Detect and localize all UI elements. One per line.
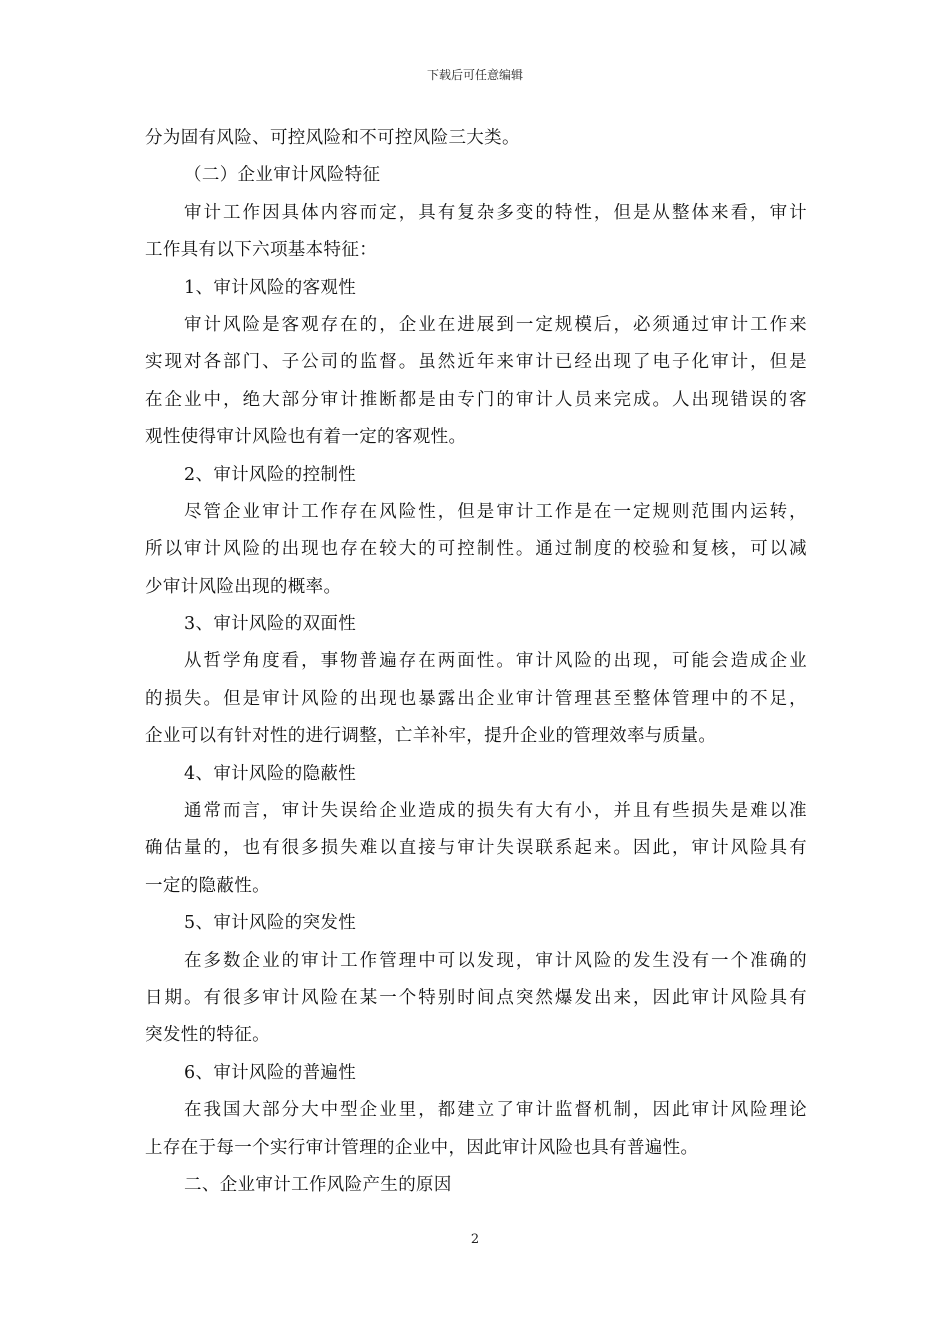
page-number: 2 (470, 1232, 480, 1247)
text-line: 确估量的，也有很多损失难以直接与审计失误联系起来。因此，审计风险具有 (145, 838, 807, 859)
text-line: 在企业中，绝大部分审计推断都是由专门的审计人员来完成。人出现错误的客 (145, 389, 807, 410)
text-line: 在我国大部分大中型企业里，都建立了审计监督机制，因此审计风险理论 (184, 1100, 807, 1121)
text-line: 审计工作因具体内容而定，具有复杂多变的特性，但是从整体来看，审计 (184, 202, 807, 223)
subsection-heading: 5、审计风险的突发性 (184, 913, 357, 934)
section-heading: （二）企业审计风险特征 (184, 165, 381, 186)
text-line: 尽管企业审计工作存在风险性，但是审计工作是在一定规则范围内运转， (184, 501, 807, 522)
page-header: 下载后可任意编辑 (426, 68, 523, 82)
text-line: 审计风险是客观存在的，企业在进展到一定规模后，必须通过审计工作来 (184, 314, 807, 335)
text-line: 突发性的特征。 (145, 1025, 270, 1046)
text-line: 观性使得审计风险也有着一定的客观性。 (145, 427, 467, 448)
text-line: 日期。有很多审计风险在某一个特别时间点突然爆发出来，因此审计风险具有 (145, 987, 807, 1008)
subsection-heading: 2、审计风险的控制性 (184, 464, 357, 485)
section-heading: 二、企业审计工作风险产生的原因 (184, 1174, 452, 1195)
text-line: 所以审计风险的出现也存在较大的可控制性。通过制度的校验和复核，可以减 (145, 539, 807, 560)
text-line: 少审计风险出现的概率。 (145, 576, 342, 597)
text-line: 实现对各部门、子公司的监督。虽然近年来审计已经出现了电子化审计，但是 (145, 352, 807, 373)
text-line: 分为固有风险、可控风险和不可控风险三大类。 (145, 128, 520, 148)
subsection-heading: 1、审计风险的客观性 (184, 277, 357, 298)
text-line: 上存在于每一个实行审计管理的企业中，因此审计风险也具有普遍性。 (145, 1137, 699, 1158)
text-line: 在多数企业的审计工作管理中可以发现，审计风险的发生没有一个准确的 (184, 950, 807, 971)
subsection-heading: 4、审计风险的隐蔽性 (184, 763, 357, 784)
text-line: 一定的隐蔽性。 (145, 875, 270, 896)
subsection-heading: 6、审计风险的普遍性 (184, 1062, 357, 1083)
text-line: 工作具有以下六项基本特征： (145, 240, 378, 261)
document-body (145, 120, 807, 1204)
text-line: 企业可以有针对性的进行调整，亡羊补牢，提升企业的管理效率与质量。 (145, 726, 717, 747)
text-line: 从哲学角度看，事物普遍存在两面性。审计风险的出现，可能会造成企业 (184, 651, 807, 672)
text-line: 的损失。但是审计风险的出现也暴露出企业审计管理甚至整体管理中的不足， (145, 688, 807, 709)
subsection-heading: 3、审计风险的双面性 (184, 614, 357, 635)
text-line: 通常而言，审计失误给企业造成的损失有大有小，并且有些损失是难以准 (184, 801, 807, 822)
